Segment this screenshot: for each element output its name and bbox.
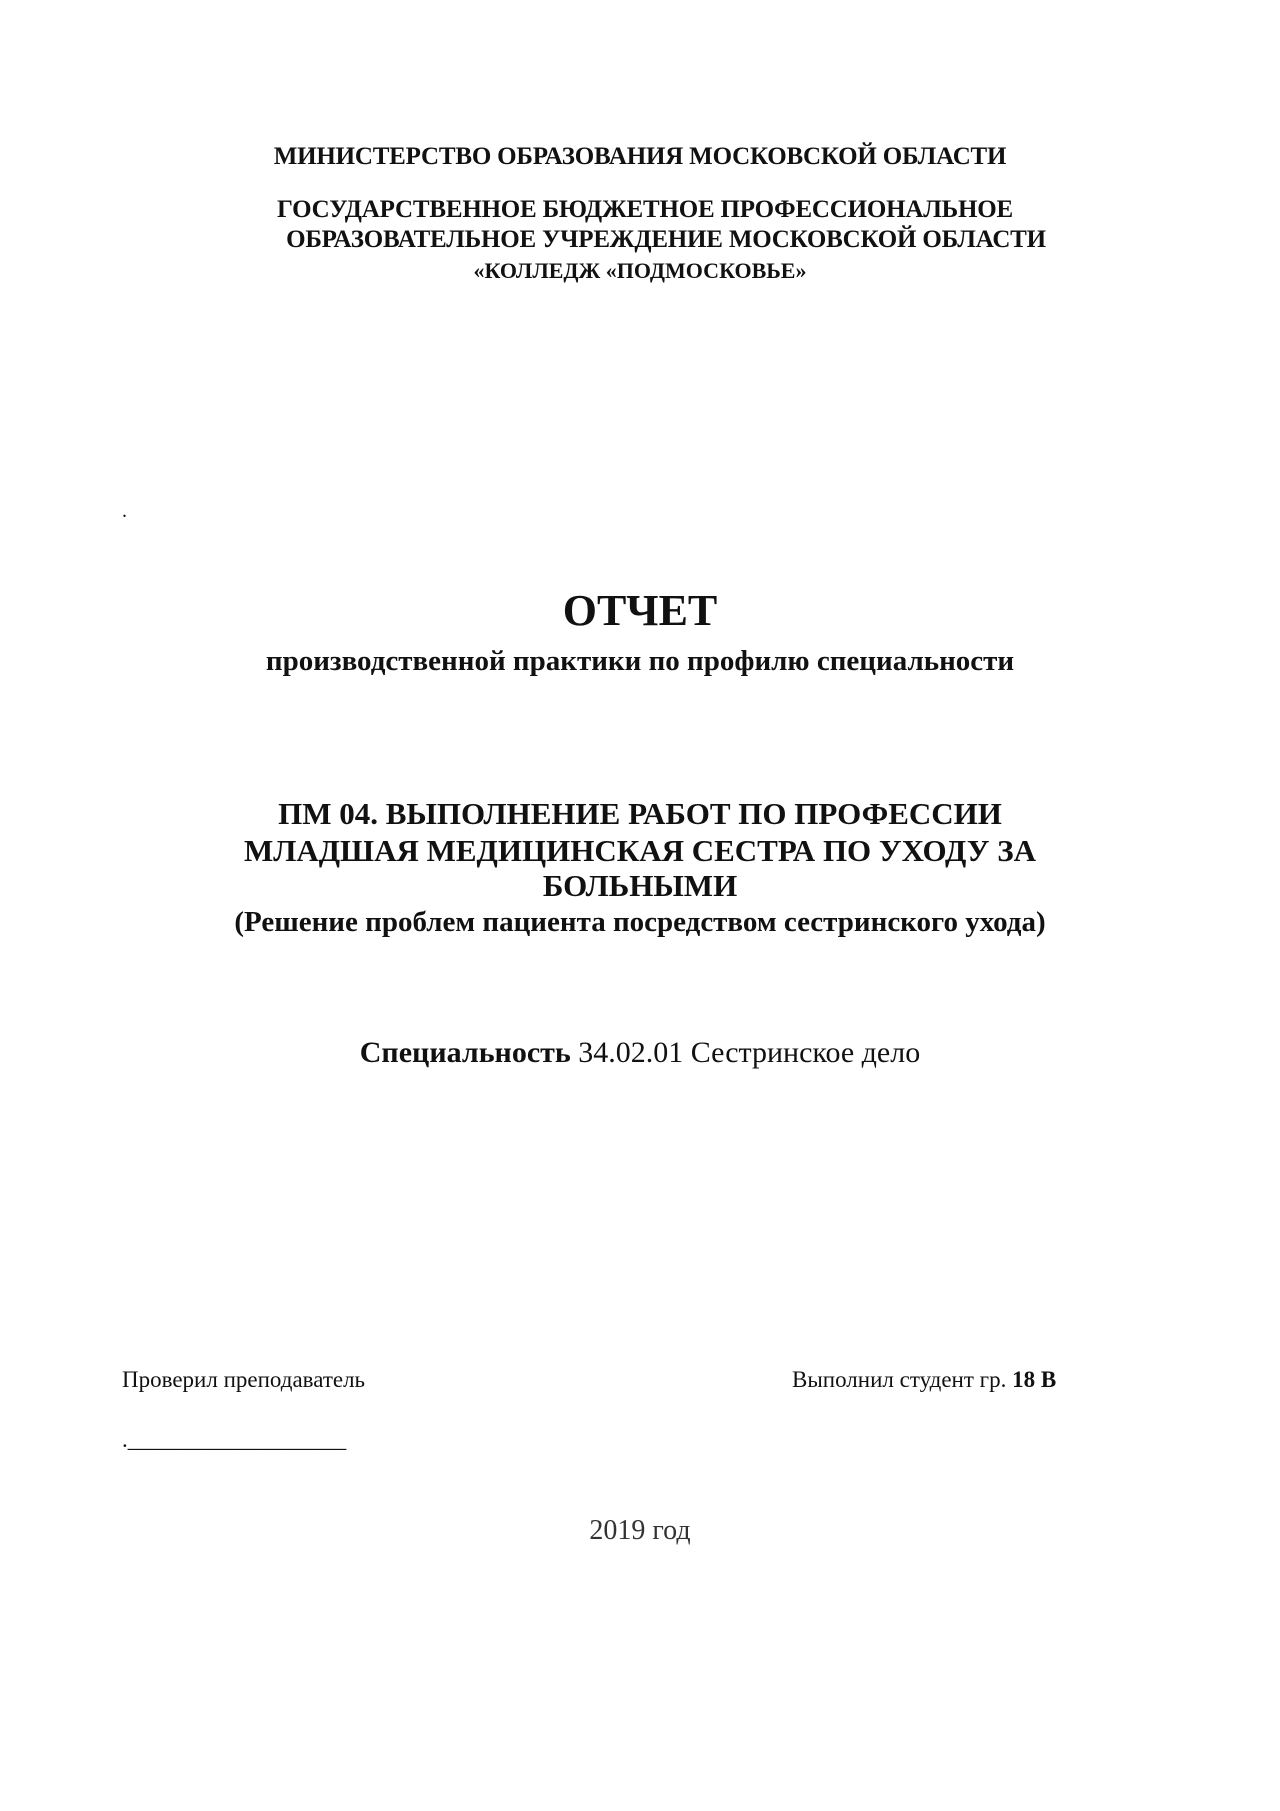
module-title-line1: ПМ 04. ВЫПОЛНЕНИЕ РАБОТ ПО ПРОФЕССИИ (278, 796, 1002, 831)
report-year: 2019 год (589, 1515, 691, 1546)
stray-dot-mark: . (122, 500, 127, 522)
module-title-line2: МЛАДШАЯ МЕДИЦИНСКАЯ СЕСТРА ПО УХОДУ ЗА (243, 833, 1037, 868)
specialty-value: 34.02.01 Сестринское дело (570, 1036, 921, 1069)
report-title: ОТЧЕТ (562, 586, 718, 635)
module-subtitle: (Решение проблем пациента посредством сестринского ухода) (234, 906, 1046, 938)
signature-line: .___________________ (122, 1427, 347, 1452)
completed-by-label: Выполнил студент гр. (792, 1367, 1013, 1392)
specialty-line (0, 1036, 1280, 1070)
college-name: «КОЛЛЕДЖ «ПОДМОСКОВЬЕ» (473, 258, 807, 283)
student-group: 18 В (1012, 1367, 1057, 1392)
module-title-line3: БОЛЬНЫМИ (542, 868, 738, 903)
ministry-heading: МИНИСТЕРСТВО ОБРАЗОВАНИЯ МОСКОВСКОЙ ОБЛАСТИ (273, 143, 1007, 170)
institution-heading-line1: ГОСУДАРСТВЕННОЕ БЮДЖЕТНОЕ ПРОФЕССИОНАЛЬНОЕ (277, 196, 1013, 223)
report-subtitle: производственной практики по профилю специальности (265, 645, 1015, 677)
checked-by-teacher: Проверил преподаватель (122, 1367, 366, 1392)
completed-by-student (792, 1367, 1056, 1393)
specialty-label: Специальность (359, 1036, 571, 1069)
institution-heading-line2: ОБРАЗОВАТЕЛЬНОЕ УЧРЕЖДЕНИЕ МОСКОВСКОЙ ОБЛАСТИ (286, 226, 1046, 253)
